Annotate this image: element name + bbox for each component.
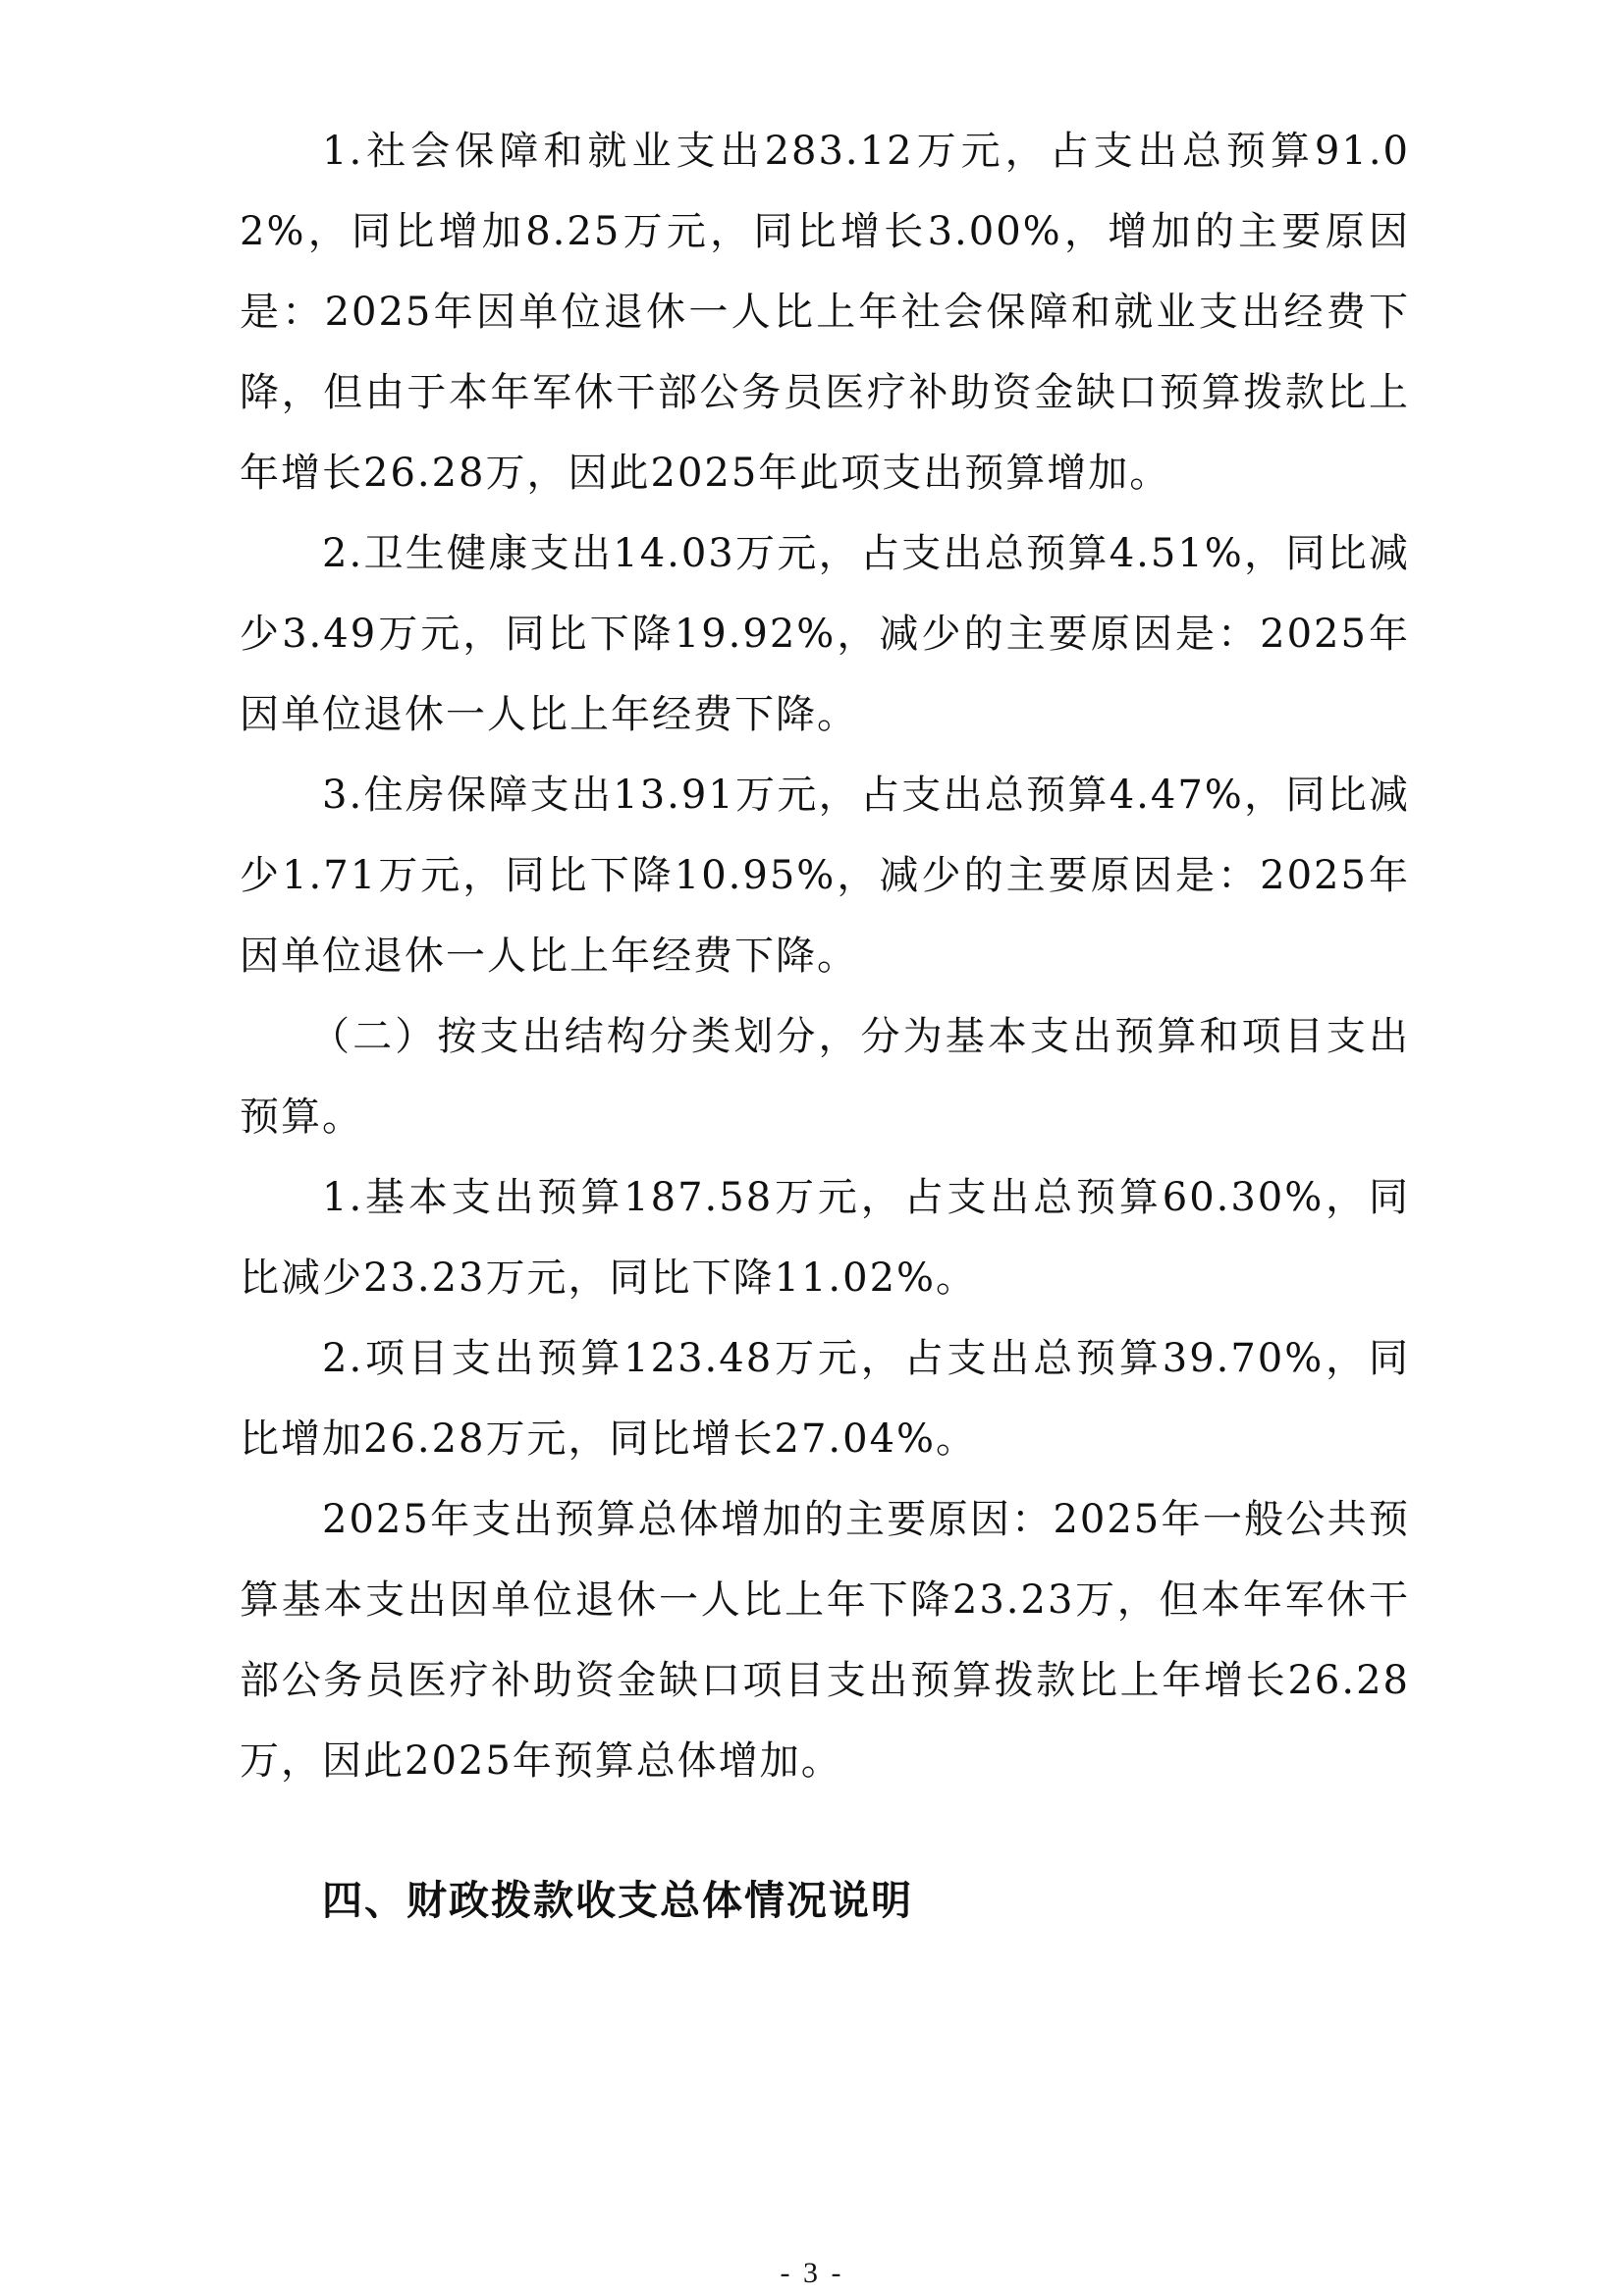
page-number: - 3 - bbox=[780, 2257, 844, 2289]
paragraph-basic-expenditure: 1.基本支出预算187.58万元，占支出总预算60.30%，同比减少23.23万元，同比下降11.02%。 bbox=[240, 1175, 1410, 1301]
paragraph-expenditure-structure-subheading: （二）按支出结构分类划分，分为基本支出预算和项目支出预算。 bbox=[240, 1014, 1410, 1140]
paragraph-housing-expenditure: 3.住房保障支出13.91万元，占支出总预算4.47%，同比减少1.71万元，同比下降10.95%，减少的主要原因是：2025年因单位退休一人比上年经费下降。 bbox=[240, 773, 1410, 979]
paragraph-overall-increase-reason: 2025年支出预算总体增加的主要原因：2025年一般公共预算基本支出因单位退休一人比上年下降23.23万，但本年军休干部公务员医疗补助资金缺口项目支出预算拨款比上年增长26.28万，因此2025年预算总体增加。 bbox=[240, 1497, 1410, 1784]
paragraph-project-expenditure: 2.项目支出预算123.48万元，占支出总预算39.70%，同比增加26.28万元，同比增长27.04%。 bbox=[240, 1336, 1410, 1462]
paragraph-health-expenditure: 2.卫生健康支出14.03万元，占支出总预算4.51%，同比减少3.49万元，同比下降19.92%，减少的主要原因是：2025年因单位退休一人比上年经费下降。 bbox=[240, 531, 1410, 737]
paragraph-social-security-expenditure: 1.社会保障和就业支出283.12万元，占支出总预算91.02%，同比增加8.25万元，同比增长3.00%，增加的主要原因是：2025年因单位退休一人比上年社会保障和就业支出经费下降，但由于本年军休干部公务员医疗补助资金缺口预算拨款比上年增长26.28万，因此2025年此项支出预算增加。 bbox=[240, 129, 1410, 496]
section-heading: 四、财政拨款收支总体情况说明 bbox=[322, 1877, 913, 1924]
page-body bbox=[240, 111, 1410, 1941]
